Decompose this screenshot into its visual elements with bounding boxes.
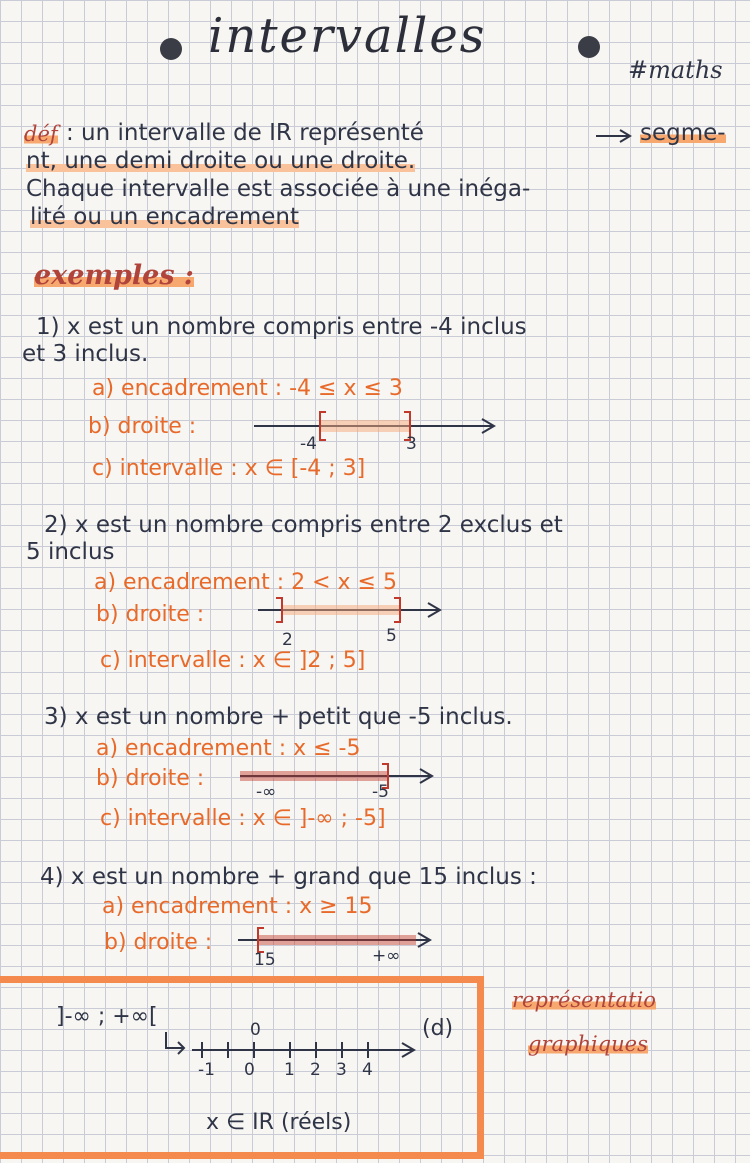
hook-arrow-icon <box>160 1030 190 1060</box>
tick-2: 2 <box>282 630 293 650</box>
axis-tick-3: 3 <box>336 1060 347 1080</box>
example-4-b: b) droite : <box>104 930 213 955</box>
hashtag: #maths <box>628 56 723 84</box>
example-4-intro-1: 4) x est un nombre + grand que 15 inclus : <box>40 864 537 890</box>
axis-tick-0: 0 <box>244 1060 255 1080</box>
example-2-b: b) droite : <box>96 602 205 627</box>
tick-minus-infinity: -∞ <box>256 782 277 802</box>
title-bullet-left-icon <box>160 38 182 60</box>
axis-tick-minus-1: -1 <box>198 1060 215 1080</box>
tick-15: 15 <box>254 950 276 970</box>
page-title: intervalles <box>208 8 487 64</box>
example-2-intro-2: 5 inclus <box>26 539 115 565</box>
definition-arrow-text: segme- <box>640 120 726 146</box>
definition-label: déf <box>24 122 58 146</box>
tick-minus-5: -5 <box>372 782 389 802</box>
box-label-d: (d) <box>422 1016 454 1041</box>
example-1-b: b) droite : <box>88 414 197 439</box>
tick-minus-4: -4 <box>300 434 317 454</box>
example-3-intro-1: 3) x est un nombre + petit que -5 inclus. <box>44 704 513 730</box>
example-1-intro-1: 1) x est un nombre compris entre -4 inclus <box>36 314 527 340</box>
box-zero-mark: 0 <box>250 1020 261 1040</box>
example-3-b: b) droite : <box>96 766 205 791</box>
example-2-a: a) encadrement : 2 < x ≤ 5 <box>94 570 397 595</box>
title-bullet-right-icon <box>578 36 600 58</box>
tick-5: 5 <box>386 626 397 646</box>
definition-line-3: Chaque intervalle est associée à une inéga- <box>26 176 531 202</box>
tick-3: 3 <box>406 434 417 454</box>
example-1-c: c) intervalle : x ∈ [-4 ; 3] <box>92 456 366 481</box>
axis-tick-1: 1 <box>284 1060 295 1080</box>
example-3-a: a) encadrement : x ≤ -5 <box>96 736 361 761</box>
axis-tick-4: 4 <box>362 1060 373 1080</box>
definition-line-4: lité ou un encadrement <box>30 204 300 230</box>
axis-tick-2: 2 <box>310 1060 321 1080</box>
real-line <box>192 1036 422 1066</box>
examples-title: exemples : <box>34 260 194 291</box>
example-2-c: c) intervalle : x ∈ ]2 ; 5] <box>100 648 366 673</box>
example-1-a: a) encadrement : -4 ≤ x ≤ 3 <box>92 376 403 401</box>
side-note-line-2: graphiques <box>528 1032 648 1056</box>
example-4-a: a) encadrement : x ≥ 15 <box>102 894 373 919</box>
tick-plus-infinity: +∞ <box>372 946 401 966</box>
number-line-2 <box>258 592 448 632</box>
number-line-1 <box>254 404 504 454</box>
box-interval: ]-∞ ; +∞[ <box>56 1004 158 1029</box>
definition-line-2: nt, une demi droite ou une droite. <box>26 148 416 174</box>
definition-line-1: : un intervalle de IR représenté <box>66 120 424 146</box>
box-conclusion: x ∈ IR (réels) <box>206 1110 352 1135</box>
side-note-line-1: représentatio <box>512 988 656 1012</box>
example-3-c: c) intervalle : x ∈ ]-∞ ; -5] <box>100 806 386 831</box>
example-1-intro-2: et 3 inclus. <box>22 341 149 367</box>
arrow-right-icon <box>594 126 634 146</box>
example-2-intro-1: 2) x est un nombre compris entre 2 exclus et <box>44 512 563 538</box>
